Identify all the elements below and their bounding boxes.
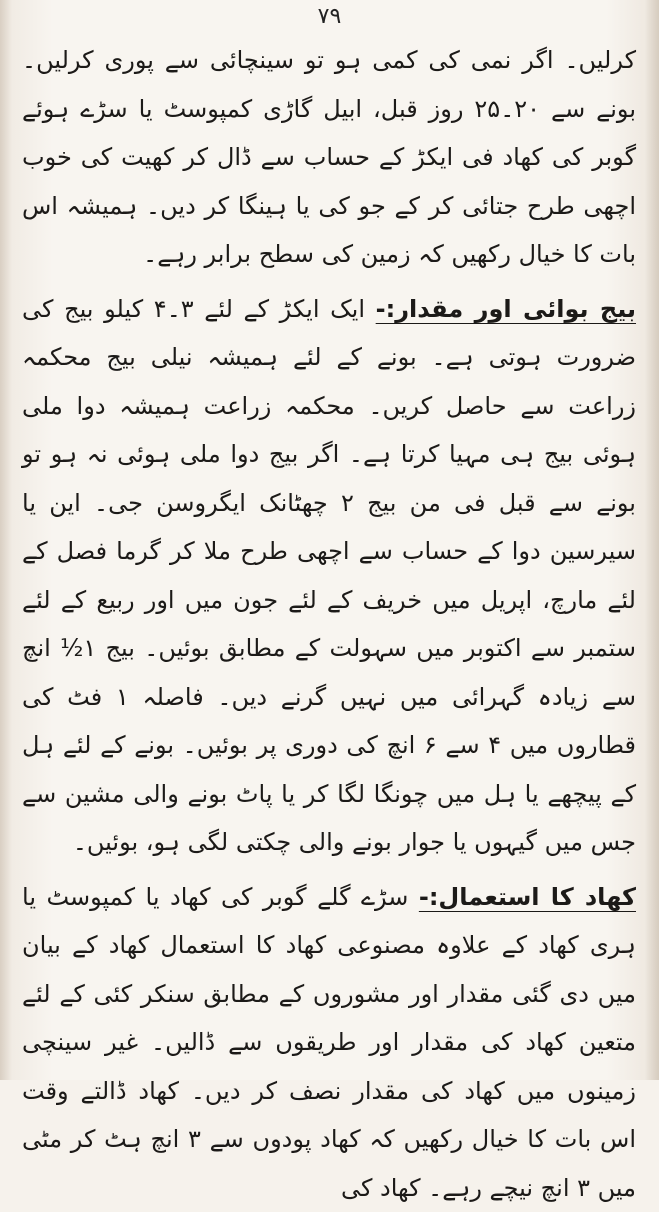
paragraph-soil-preparation	[22, 36, 636, 279]
paragraph-text: کرلیں۔ اگر نمی کی کمی ہو تو سینچائی سے پوری کرلیں۔ بونے سے ۲۰۔۲۵ روز قبل، ابیل گاڑی کمپوسٹ یا سڑے ہوئے گوبر کی کھاد فی ایکڑ کے حساب سے ڈال کر کھیت کی خوب اچھی طرح جتائی کر کے جو کی یا ہینگا کر دیں۔ ہمیشہ اس بات کا خیال رکھیں کہ زمین کی سطح برابر رہے۔	[22, 46, 636, 268]
page-left-edge-shadow	[0, 0, 12, 1080]
section-heading-sowing: بیج بوائی اور مقدار:-	[376, 295, 636, 323]
page-number: ۷۹	[0, 4, 659, 29]
body-text	[22, 36, 636, 1212]
paragraph-fertilizer-use	[22, 873, 636, 1212]
section-heading-fertilizer: کھاد کا استعمال:-	[419, 883, 636, 911]
page-right-edge-shadow	[645, 0, 659, 1080]
paragraph-sowing-quantity	[22, 285, 636, 867]
paragraph-text: ایک ایکڑ کے لئے ۳۔۴ کیلو بیج کی ضرورت ہوتی ہے۔ بونے کے لئے ہمیشہ نیلی بیج محکمہ زراعت سے حاصل کریں۔ محکمہ زراعت ہمیشہ دوا ملی ہوئی بیج ہی مہیا کرتا ہے۔ اگر بیج دوا ملی ہوئی نہ ہو تو بونے سے قبل فی من بیج ۲ چھٹانک ایگروسن جی۔ این یا سیرسین دوا کے حساب سے اچھی طرح ملا کر گرما فصل کے لئے مارچ، اپریل میں خریف کے لئے جون میں اور ربیع کے لئے ستمبر سے اکتوبر میں سہولت کے مطابق بوئیں۔ بیج ۱½ انچ سے زیادہ گہرائی میں نہیں گرنے دیں۔ فاصلہ ۱ فٹ کی قطاروں میں ۴ سے ۶ انچ کی دوری پر بوئیں۔ بونے کے لئے ہل کے پیچھے یا ہل میں چونگا لگا کر یا پاٹ بونے والی مشین سے جس میں گیہوں یا جوار بونے والی چکتی لگی ہو، بوئیں۔	[22, 295, 636, 857]
paragraph-text: سڑے گلے گوبر کی کھاد یا کمپوسٹ یا ہری کھاد کے علاوہ مصنوعی کھاد کا استعمال کھاد کے بیان میں دی گئی مقدار اور مشوروں کے مطابق سنکر کئی کے لئے متعین کھاد کی مقدار اور طریقوں سے ڈالیں۔ غیر سینچی زمینوں میں کھاد کی مقدار نصف کر دیں۔ کھاد ڈالتے وقت اس بات کا خیال رکھیں کہ کھاد پودوں سے ۳ انچ ہٹ کر مٹی میں ۳ انچ نیچے رہے۔ کھاد کی	[22, 883, 636, 1202]
